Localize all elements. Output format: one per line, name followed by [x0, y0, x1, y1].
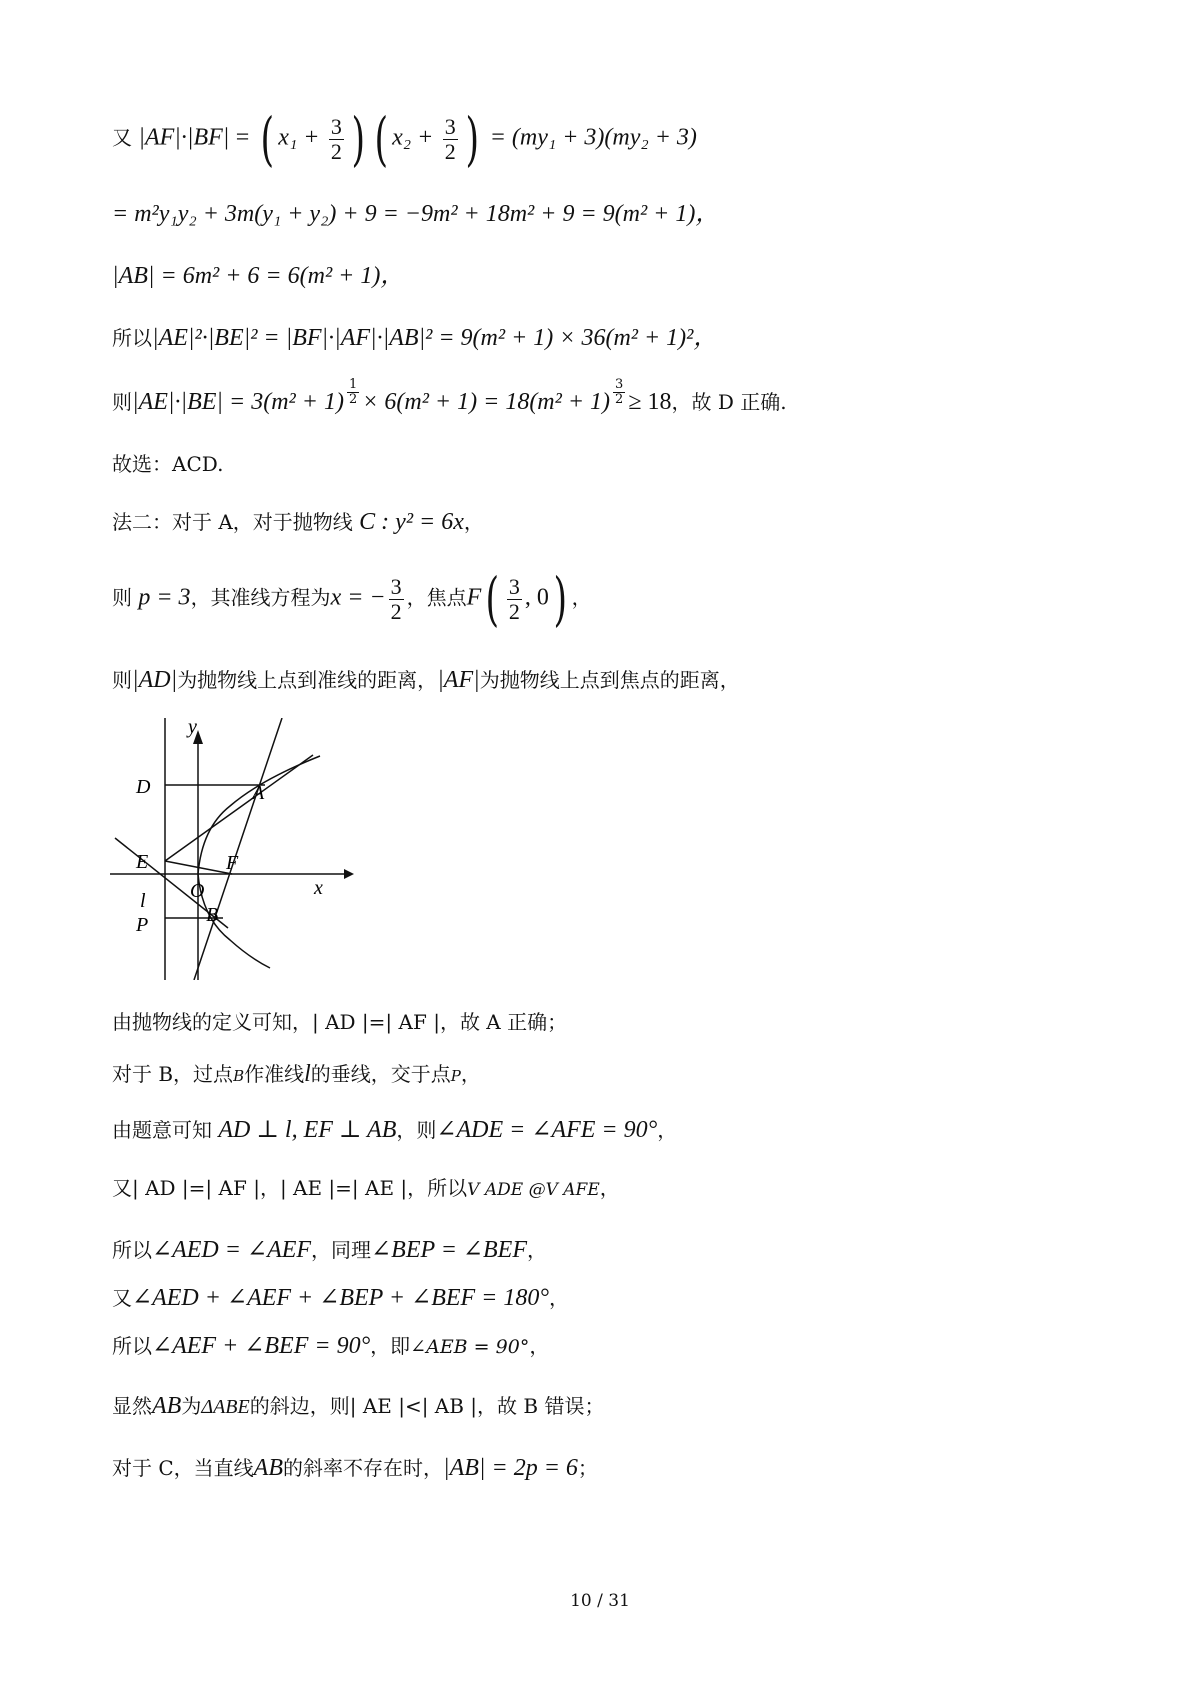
text-line-13: [112, 1176, 620, 1200]
math-expr: |AF|·|BF|: [138, 124, 230, 151]
text: ，: [548, 1286, 569, 1310]
math-expr: V ADE @V AFE: [467, 1180, 600, 1200]
label-y: y: [188, 718, 197, 738]
exponent-fraction: $\frac{1}{2}$: [348, 377, 358, 407]
label-E: E: [136, 851, 149, 873]
text: ，即: [370, 1334, 411, 1358]
parabola-figure: [110, 718, 360, 980]
text-line-17: [112, 1392, 604, 1421]
text-line-11: [112, 1060, 481, 1089]
text: 法二：对于 A，对于抛物线: [112, 510, 353, 534]
parabola-upper: [198, 756, 320, 874]
text: 则: [112, 390, 132, 414]
math-expr: x₁ +: [278, 124, 320, 151]
math-expr: |AE|²·|BE|² = |BF|·|AF|·|AB|² = 9(m² + 1) × 36(m² + 1)²，: [152, 325, 718, 351]
text: 所以: [112, 326, 152, 350]
math-expr: AB: [152, 1393, 182, 1419]
text-line-10: 由抛物线的定义可知，| AD |=| AF |，故 A 正确；: [112, 1010, 568, 1034]
fraction: $\frac{3}{2}$: [390, 574, 402, 624]
equation-line-2: = m²y₁y₂ + 3m(y₁ + y₂) + 9 = −9m² + 18m² + 9 = 9(m² + 1)，: [112, 201, 720, 227]
fraction: $\frac{3}{2}$: [508, 574, 520, 624]
math-expr: p = 3: [138, 584, 191, 611]
text: ，: [657, 1118, 678, 1142]
text: ，焦点: [406, 585, 467, 610]
text: 作准线: [244, 1062, 305, 1086]
exponent-fraction: $\frac{3}{2}$: [615, 377, 624, 407]
math-expr: |AF|: [437, 667, 480, 693]
math-expr: AB: [253, 1455, 283, 1481]
text-line-12: [112, 1116, 677, 1145]
line-AB: [194, 718, 282, 980]
text: ，同理: [311, 1238, 372, 1262]
math-expr: x = −: [330, 584, 386, 611]
fraction: $\frac{3}{2}$: [444, 114, 456, 164]
text: 则: [112, 668, 132, 692]
text-line-16: [112, 1332, 549, 1361]
text: ，: [527, 1238, 547, 1262]
math-expr: F: [466, 584, 482, 611]
equation-line-3: |AB| = 6m² + 6 = 6(m² + 1)，: [112, 263, 405, 289]
math-expr: ∠AEF + ∠BEF = 90°: [152, 1333, 371, 1359]
math-expr: C : y² = 6x: [359, 509, 464, 535]
text: 的斜率不存在时，: [283, 1456, 443, 1480]
math-expr: × 6(m² + 1) = 18(m² + 1): [362, 389, 611, 415]
label-A: A: [252, 782, 265, 804]
text: ，: [460, 1062, 481, 1086]
text: 的斜边，则| AE |<| AB |，故 B 错误；: [249, 1394, 605, 1418]
text-line-6: 故选：ACD.: [112, 452, 224, 476]
text: ，: [571, 585, 592, 610]
math-expr: B: [233, 1067, 245, 1085]
text-line-7: [112, 508, 484, 537]
text-line-15: [112, 1284, 569, 1313]
text: 所以: [112, 1238, 152, 1262]
label-P: P: [136, 914, 149, 936]
text: 为抛物线上点到准线的距离，: [177, 668, 438, 692]
text: ，: [463, 510, 484, 534]
math-expr: l: [304, 1061, 311, 1087]
label-B: B: [206, 904, 219, 926]
label-O: O: [190, 880, 205, 902]
text: 又| AD |=| AF |，| AE |=| AE |，所以: [112, 1176, 468, 1200]
math-expr: ΔABE: [201, 1396, 250, 1418]
math-expr: |AD|: [132, 667, 178, 693]
math-expr: AD ⊥ l, EF ⊥ AB: [218, 1117, 397, 1143]
text-line-8: 则 p = 3，其准线方程为x = − $\frac{3}{2}$ ，焦点F( $\frac{3}{2}$ , 0) ，: [112, 565, 592, 633]
math-expr: x₂ +: [392, 124, 434, 151]
math-expr: ∠AED = ∠AEF: [152, 1237, 312, 1263]
x-axis-arrow: [344, 869, 354, 879]
text: ，故 D 正确.: [671, 390, 787, 414]
math-expr: |AE|·|BE| = 3(m² + 1): [132, 389, 344, 415]
text: 所以: [112, 1334, 152, 1358]
math-expr: P: [450, 1067, 461, 1085]
math-expr: =: [235, 124, 250, 151]
text: 又: [112, 1286, 132, 1310]
text: 又: [112, 125, 132, 150]
text-line-18: [112, 1454, 598, 1483]
label-F: F: [226, 852, 239, 874]
text-line-14: [112, 1236, 547, 1265]
math-expr: ∠AEB = 90°: [410, 1336, 530, 1358]
text: ，: [599, 1176, 620, 1200]
equation-line-4: [112, 324, 717, 353]
text: ，其准线方程为: [190, 585, 331, 610]
text: ，: [529, 1334, 550, 1358]
equation-line-1: 又 |AF|·|BF| = ( x₁ + $\frac{3}{2}$ ) ( x₂ + $\frac{3}{2}$ ) = (my₁ + 3)(my₂ + 3): [112, 105, 697, 173]
text: 的垂线，交于点: [310, 1062, 451, 1086]
math-expr: ∠AED + ∠AEF + ∠BEP + ∠BEF = 180°: [132, 1285, 549, 1311]
math-expr: ≥ 18: [628, 389, 672, 415]
label-x: x: [314, 877, 323, 899]
fraction: $\frac{3}{2}$: [330, 114, 342, 164]
text: 对于 C，当直线: [112, 1456, 254, 1480]
math-expr: |AB| = 2p = 6: [443, 1455, 578, 1481]
math-expr: , 0: [524, 584, 549, 611]
math-expr: = (my₁ + 3)(my₂ + 3): [489, 124, 697, 151]
text: ；: [577, 1456, 598, 1480]
text: 显然: [112, 1394, 152, 1418]
text: ，则: [396, 1118, 437, 1142]
equation-line-5: [112, 377, 787, 417]
text: 由题意可知: [112, 1118, 212, 1142]
text: 为: [181, 1394, 202, 1418]
text: 为抛物线上点到焦点的距离，: [479, 668, 740, 692]
label-D: D: [136, 776, 151, 798]
text-line-9: [112, 666, 740, 695]
label-l: l: [140, 890, 146, 912]
math-expr: ∠BEP = ∠BEF: [371, 1237, 527, 1263]
text: 对于 B，过点: [112, 1062, 234, 1086]
math-expr: ∠ADE = ∠AFE = 90°: [436, 1117, 658, 1143]
page-number: 10 / 31: [570, 1591, 630, 1611]
text: 则: [112, 585, 132, 610]
